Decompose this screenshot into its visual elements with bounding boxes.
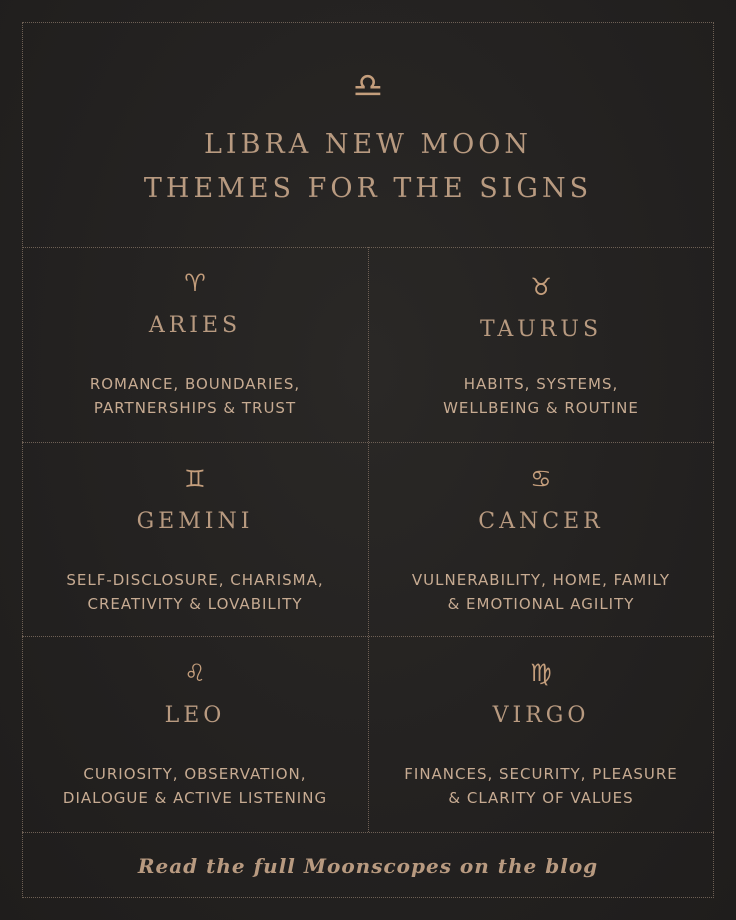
sign-name: VIRGO bbox=[492, 703, 590, 728]
aries-icon: ♈ bbox=[184, 269, 206, 297]
page-title-line-1: LIBRA NEW MOON bbox=[203, 129, 533, 160]
sign-name: ARIES bbox=[148, 313, 242, 338]
leo-icon: ♌ bbox=[184, 659, 206, 687]
themes-line-1: ROMANCE, BOUNDARIES, bbox=[89, 375, 301, 393]
page-title-line-2: THEMES FOR THE SIGNS bbox=[143, 173, 593, 204]
virgo-icon: ♍ bbox=[530, 659, 552, 687]
sign-card-gemini bbox=[22, 464, 368, 616]
sign-themes bbox=[22, 372, 368, 420]
themes-line-2: DIALOGUE & ACTIVE LISTENING bbox=[62, 789, 328, 807]
taurus-icon: ♉ bbox=[530, 273, 552, 301]
divider-footer bbox=[22, 832, 714, 833]
sign-name: CANCER bbox=[478, 509, 604, 534]
sign-name: GEMINI bbox=[136, 509, 254, 534]
sign-card-cancer bbox=[368, 464, 714, 616]
themes-line-2: & EMOTIONAL AGILITY bbox=[447, 595, 635, 613]
libra-icon: ♎ bbox=[352, 66, 384, 106]
themes-line-2: CREATIVITY & LOVABILITY bbox=[87, 595, 303, 613]
cancer-icon: ♋ bbox=[530, 465, 552, 493]
sign-card-leo bbox=[22, 658, 368, 810]
themes-line-2: WELLBEING & ROUTINE bbox=[443, 399, 639, 417]
sign-themes bbox=[368, 372, 714, 420]
sign-card-aries bbox=[22, 268, 368, 420]
sign-themes bbox=[368, 762, 714, 810]
themes-line-2: & CLARITY OF VALUES bbox=[448, 789, 634, 807]
themes-line-1: HABITS, SYSTEMS, bbox=[463, 375, 619, 393]
sign-card-taurus bbox=[368, 272, 714, 420]
sign-themes bbox=[22, 568, 368, 616]
sign-name: LEO bbox=[164, 703, 226, 728]
blog-link[interactable]: Read the full Moonscopes on the blog bbox=[137, 854, 599, 878]
sign-name: TAURUS bbox=[479, 317, 603, 342]
themes-line-1: CURIOSITY, OBSERVATION, bbox=[83, 765, 307, 783]
sign-card-virgo bbox=[368, 658, 714, 810]
sign-themes bbox=[22, 762, 368, 810]
themes-line-1: SELF-DISCLOSURE, CHARISMA, bbox=[66, 571, 324, 589]
gemini-icon: ♊ bbox=[184, 465, 206, 493]
themes-line-1: FINANCES, SECURITY, PLEASURE bbox=[404, 765, 678, 783]
sign-themes bbox=[368, 568, 714, 616]
themes-line-1: VULNERABILITY, HOME, FAMILY bbox=[411, 571, 671, 589]
themes-line-2: PARTNERSHIPS & TRUST bbox=[93, 399, 297, 417]
